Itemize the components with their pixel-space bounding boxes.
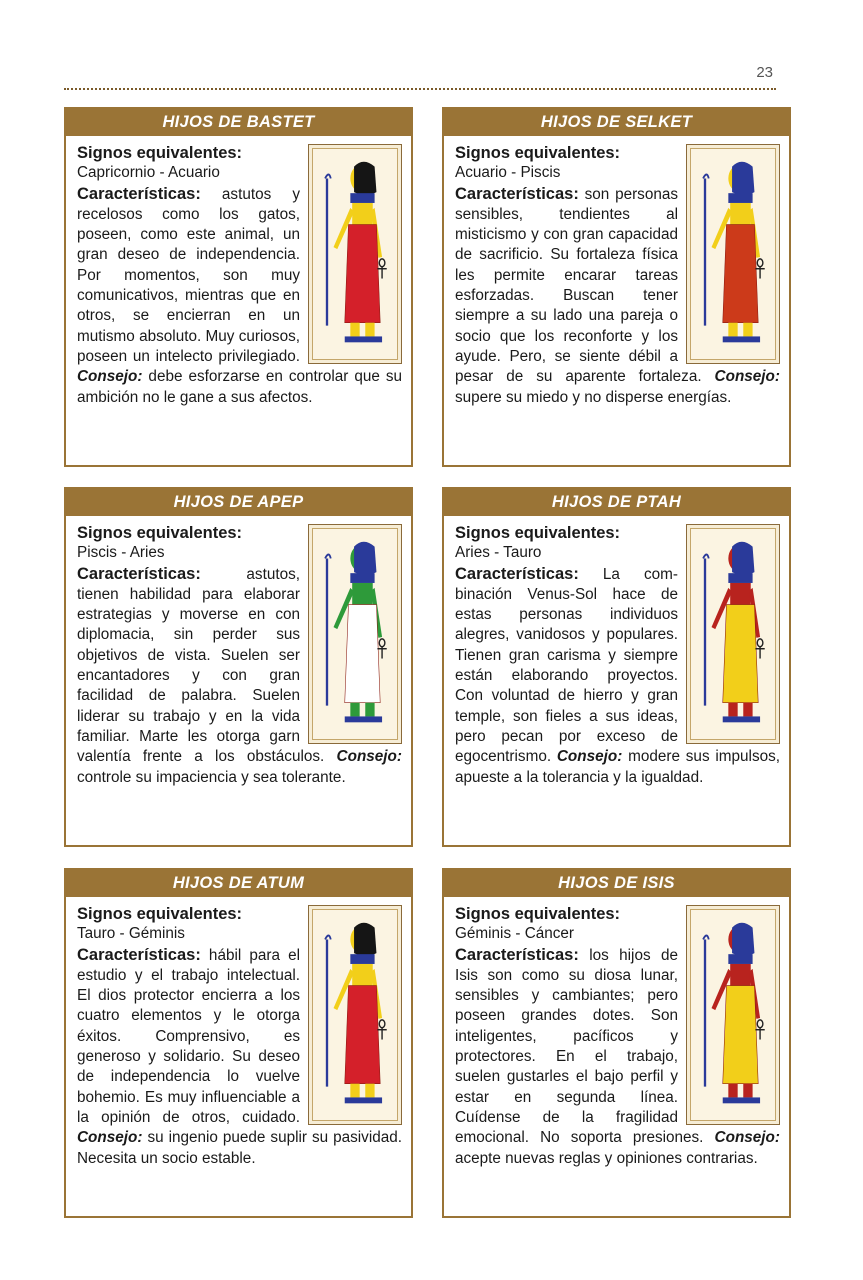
signs-value: Acuario - Piscis bbox=[455, 164, 561, 182]
signs-label: Signos equivalentes: bbox=[455, 524, 621, 542]
card-hijos-de-isis bbox=[442, 868, 791, 1218]
advice-label: Consejo: bbox=[77, 1129, 143, 1147]
characteristics-text: los hijos de Isis son como su diosa lunar, sensibles y cambiantes; pero poseen grandes dotes. Son inteligentes, pacíficos y protectores. En el trabajo, suelen gustarles el bajo perfil y estar en segunda línea. Cuídense de la fragilidad emocional. No soporta presiones. bbox=[455, 946, 715, 1147]
advice-text: su ingenio puede suplir su pasividad. Necesita un socio estable. bbox=[77, 1129, 402, 1167]
card-title: HIJOS DE SELKET bbox=[444, 109, 789, 136]
signs-label: Signos equivalentes: bbox=[455, 905, 621, 923]
signs-label: Signos equivalentes: bbox=[77, 905, 243, 923]
atum-figure bbox=[308, 905, 402, 1125]
characteristics-label: Características: bbox=[455, 184, 579, 203]
advice-text: acepte nuevas reglas y opiniones contrarias. bbox=[455, 1149, 758, 1167]
advice-text: controle su impaciencia y sea tolerante. bbox=[77, 768, 346, 786]
card-body bbox=[66, 516, 411, 796]
card-body bbox=[444, 136, 789, 416]
advice-label: Consejo: bbox=[714, 1129, 780, 1147]
characteristics-text: hábil para el estudio y el trabajo intelectual. El dios protector encierra a los cuatro elementos y le otorga éxitos. Comprensivo, es generoso y solidario. Su deseo de independencia lo vuelve bohemio. Es muy influenciable a la opinión de otros, cuidado. bbox=[77, 946, 300, 1126]
selket-figure bbox=[686, 144, 780, 364]
card-hijos-de-bastet bbox=[64, 107, 413, 467]
ptah-figure bbox=[686, 524, 780, 744]
advice-label: Consejo: bbox=[77, 368, 143, 386]
card-body bbox=[66, 136, 411, 416]
characteristics-label: Características: bbox=[77, 564, 201, 583]
header-dotted-rule bbox=[64, 88, 776, 90]
bastet-figure bbox=[308, 144, 402, 364]
card-title: HIJOS DE BASTET bbox=[66, 109, 411, 136]
advice-label: Consejo: bbox=[336, 748, 402, 766]
isis-figure bbox=[686, 905, 780, 1125]
signs-label: Signos equivalentes: bbox=[455, 144, 621, 162]
characteristics-text: La combinación Venus-Sol hace de estas personas individuos alegres, vanidosos y populares. Tienen gran carisma y siempre están elaborando proyectos. Con voluntad de hierro y gran temple, son fieles a sus ideas, pero pecan por exceso de egocentrismo. bbox=[455, 565, 678, 766]
card-title: HIJOS DE ISIS bbox=[444, 870, 789, 897]
signs-value: Géminis - Cáncer bbox=[455, 925, 575, 943]
card-body bbox=[444, 516, 789, 796]
characteristics-text: astutos, tienen habilidad para elaborar estrategias y moverse en con diplomacia, sin perder sus objetivos de vista. Suelen ser encantadores y con gran facilidad de palabra. Suelen liderar su trabajo y en la vida familiar. Marte les otorga garn valentía frente a los obstáculos. bbox=[77, 565, 337, 766]
characteristics-label: Características: bbox=[455, 564, 579, 583]
page-number: 23 bbox=[756, 64, 773, 81]
characteristics-text: son personas sensibles, tendientes al misticismo y con gran capacidad de sacrificio. Su fortaleza física les permite encarar tareas esforzadas. Buscan tener siempre a su lado una pareja o socio que los reconforte y los ayude. Pero, se siente débil a pesar de su aparente fortaleza. bbox=[455, 185, 715, 386]
advice-text: debe esforzarse en controlar que su ambición no le gane a sus afectos. bbox=[77, 368, 402, 406]
characteristics-label: Características: bbox=[455, 945, 579, 964]
advice-label: Consejo: bbox=[556, 748, 623, 766]
advice-text: modere sus impulsos, apueste a la tolerancia y la igualdad. bbox=[455, 748, 780, 786]
card-title: HIJOS DE ATUM bbox=[66, 870, 411, 897]
signs-value: Tauro - Géminis bbox=[77, 925, 185, 943]
card-title: HIJOS DE APEP bbox=[66, 489, 411, 516]
card-hijos-de-selket bbox=[442, 107, 791, 467]
characteristics-text: astutos y recelosos como los gatos, poseen, como este animal, un gran deseo de independencia. Por momentos, son muy comunicativos, mientras que en otros, se encierran en un mutismo absoluto. Muy curiosos, poseen un intelecto privilegiado. bbox=[77, 185, 300, 365]
card-hijos-de-atum bbox=[64, 868, 413, 1218]
card-title: HIJOS DE PTAH bbox=[444, 489, 789, 516]
characteristics-label: Características: bbox=[77, 945, 201, 964]
apep-figure bbox=[308, 524, 402, 744]
advice-text: supere su miedo y no disperse energías. bbox=[455, 388, 732, 406]
signs-label: Signos equivalentes: bbox=[77, 524, 243, 542]
characteristics-label: Características: bbox=[77, 184, 201, 203]
signs-value: Piscis - Aries bbox=[77, 544, 165, 562]
advice-label: Consejo: bbox=[714, 368, 780, 386]
card-body bbox=[66, 897, 411, 1177]
signs-label: Signos equivalentes: bbox=[77, 144, 243, 162]
card-hijos-de-apep bbox=[64, 487, 413, 847]
card-hijos-de-ptah bbox=[442, 487, 791, 847]
signs-value: Aries - Tauro bbox=[455, 544, 542, 562]
card-body bbox=[444, 897, 789, 1177]
signs-value: Capricornio - Acuario bbox=[77, 164, 220, 182]
